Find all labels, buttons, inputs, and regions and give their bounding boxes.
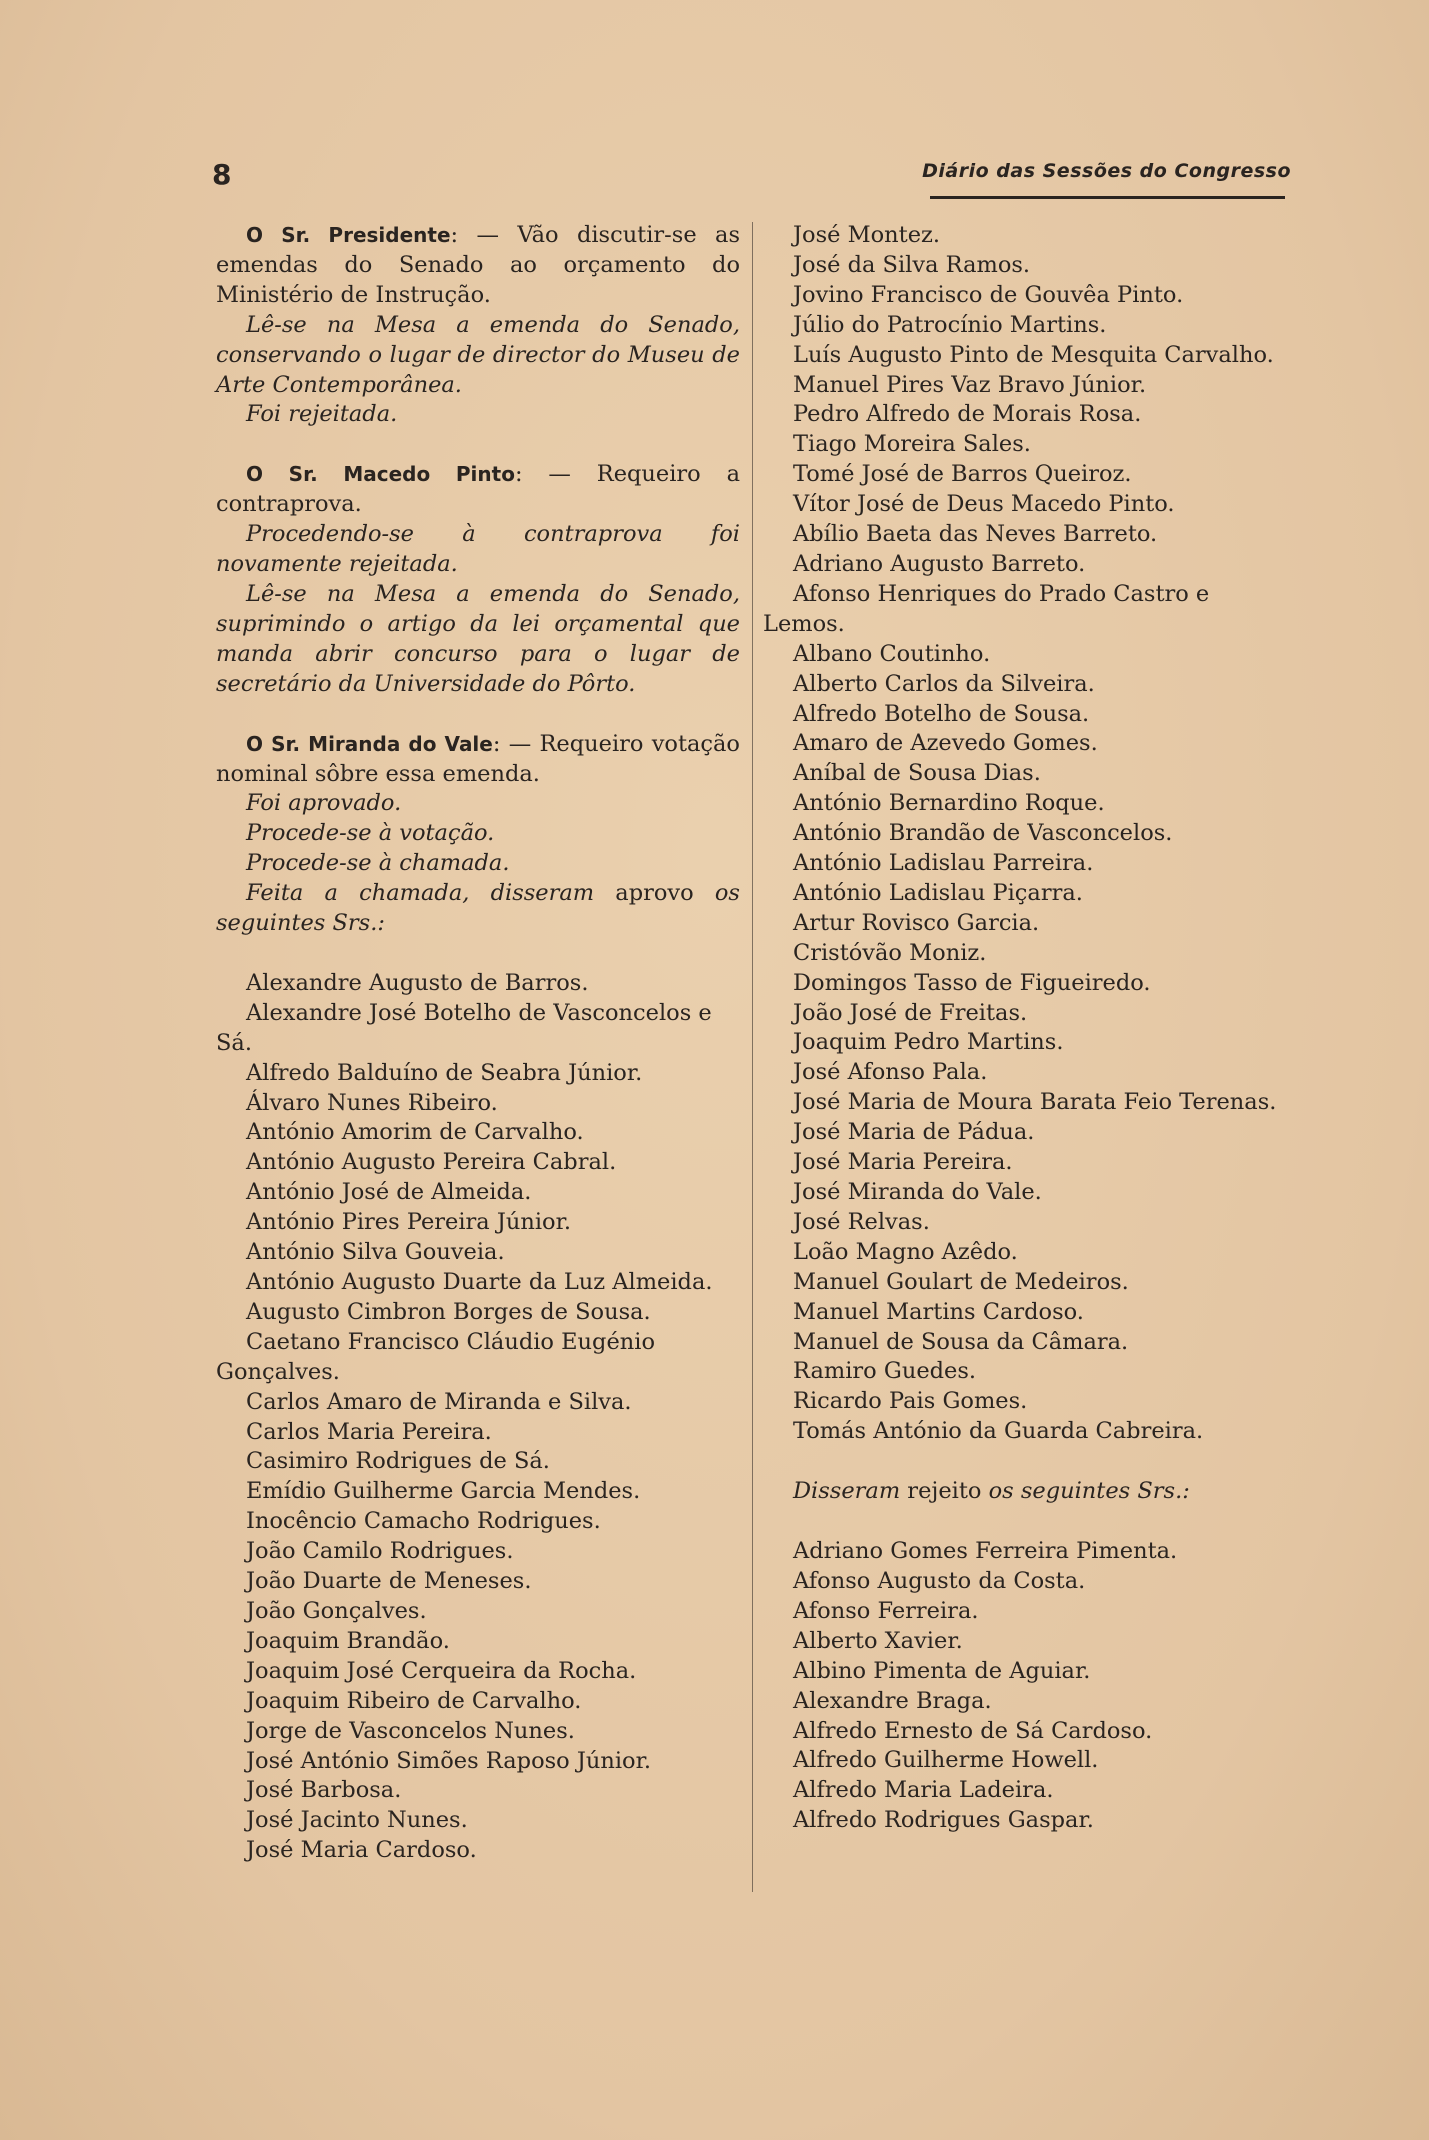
- speaker-name: O Sr. Macedo Pinto: [246, 462, 515, 487]
- name-item: Amaro de Azevedo Gomes.: [793, 730, 1098, 757]
- name-item: Afonso Henriques do Prado Castro e Lemos.: [763, 580, 1210, 637]
- name-item: António José de Almeida.: [246, 1179, 532, 1206]
- name-item: Tomé José de Barros Queiroz.: [793, 461, 1132, 488]
- name-item: Joaquim Pedro Martins.: [793, 1029, 1064, 1056]
- name-item: António Ladislau Piçarra.: [793, 879, 1083, 906]
- name-item: José Maria de Pádua.: [793, 1119, 1035, 1146]
- name-item: Joaquim Brandão.: [246, 1627, 450, 1654]
- name-item: Inocêncio Camacho Rodrigues.: [246, 1508, 601, 1535]
- paragraph-approved: Foi aprovado.: [246, 790, 402, 817]
- name-item: António Brandão de Vasconcelos.: [793, 820, 1173, 847]
- name-item: José da Silva Ramos.: [793, 251, 1031, 278]
- name-item: Manuel de Sousa da Câmara.: [793, 1328, 1129, 1355]
- name-item: Pedro Alfredo de Morais Rosa.: [793, 401, 1142, 428]
- name-item: Alexandre José Botelho de Vasconcelos e Sá.: [216, 999, 712, 1056]
- name-item: Joaquim Ribeiro de Carvalho.: [246, 1687, 582, 1714]
- paragraph-approve-intro: Feita a chamada, disseram aprovo os seguintes Srs.:: [216, 880, 740, 937]
- name-item: Alfredo Ernesto de Sá Cardoso.: [793, 1717, 1153, 1744]
- paragraph-vote: Procede-se à votação.: [246, 820, 495, 847]
- name-item: António Augusto Pereira Cabral.: [246, 1149, 617, 1176]
- name-item: Álvaro Nunes Ribeiro.: [246, 1089, 498, 1116]
- name-item: Alberto Carlos da Silveira.: [793, 670, 1095, 697]
- name-item: Adriano Augusto Barreto.: [793, 550, 1086, 577]
- name-item: José Barbosa.: [246, 1777, 402, 1804]
- name-item: José Relvas.: [793, 1208, 930, 1235]
- name-item: José Maria Pereira.: [793, 1149, 1013, 1176]
- name-item: Manuel Martins Cardoso.: [793, 1298, 1084, 1325]
- paragraph-call: Procede-se à chamada.: [246, 850, 510, 877]
- name-item: Alfredo Botelho de Sousa.: [793, 700, 1090, 727]
- name-item: Luís Augusto Pinto de Mesquita Carvalho.: [793, 341, 1274, 368]
- name-item: João Gonçalves.: [246, 1597, 427, 1624]
- name-item: Júlio do Patrocínio Martins.: [793, 311, 1107, 338]
- column-divider: [752, 222, 753, 1892]
- name-item: José António Simões Raposo Júnior.: [246, 1747, 652, 1774]
- name-item: Alexandre Braga.: [793, 1687, 992, 1714]
- name-item: Albano Coutinho.: [793, 640, 991, 667]
- name-item: Adriano Gomes Ferreira Pimenta.: [793, 1538, 1178, 1565]
- name-item: Domingos Tasso de Figueiredo.: [793, 969, 1151, 996]
- name-item: Alexandre Augusto de Barros.: [246, 969, 589, 996]
- name-item: Manuel Pires Vaz Bravo Júnior.: [793, 371, 1147, 398]
- name-item: Joaquim José Cerqueira da Rocha.: [246, 1657, 637, 1684]
- name-item: José Afonso Pala.: [793, 1059, 988, 1086]
- name-item: Alfredo Rodrigues Gaspar.: [793, 1807, 1094, 1834]
- name-item: José Montez.: [793, 222, 941, 248]
- approve-list-right: [763, 221, 1289, 1447]
- name-item: João José de Freitas.: [793, 999, 1028, 1026]
- name-item: Alfredo Guilherme Howell.: [793, 1747, 1099, 1774]
- name-item: Loão Magno Azêdo.: [793, 1238, 1018, 1265]
- name-item: João Duarte de Meneses.: [246, 1568, 532, 1595]
- name-item: Jovino Francisco de Gouvêa Pinto.: [793, 281, 1184, 308]
- name-item: Augusto Cimbron Borges de Sousa.: [246, 1298, 651, 1325]
- name-item: Afonso Augusto da Costa.: [793, 1567, 1086, 1594]
- paragraph-miranda-vale: O Sr. Miranda do Vale: — Requeiro votação nominal sôbre essa emenda.: [216, 730, 740, 787]
- name-item: António Silva Gouveia.: [246, 1239, 505, 1266]
- name-item: Cristóvão Moniz.: [793, 939, 987, 966]
- name-item: Casimiro Rodrigues de Sá.: [246, 1448, 550, 1475]
- name-item: Vítor José de Deus Macedo Pinto.: [793, 491, 1175, 518]
- name-item: Carlos Amaro de Miranda e Silva.: [246, 1388, 632, 1415]
- name-item: Jorge de Vasconcelos Nunes.: [246, 1717, 575, 1744]
- name-item: Alberto Xavier.: [793, 1627, 963, 1654]
- name-item: João Camilo Rodrigues.: [246, 1538, 514, 1565]
- name-item: Emídio Guilherme Garcia Mendes.: [246, 1478, 641, 1505]
- name-item: Abílio Baeta das Neves Barreto.: [793, 521, 1158, 548]
- name-item: Albino Pimenta de Aguiar.: [793, 1657, 1091, 1684]
- header-rule: [930, 196, 1285, 199]
- name-item: Alfredo Balduíno de Seabra Júnior.: [246, 1059, 643, 1086]
- name-item: António Bernardino Roque.: [793, 790, 1105, 817]
- name-item: Tomás António da Guarda Cabreira.: [793, 1418, 1204, 1445]
- name-item: Alfredo Maria Ladeira.: [793, 1777, 1054, 1804]
- name-item: Aníbal de Sousa Dias.: [793, 760, 1041, 787]
- reject-list: [763, 1537, 1289, 1836]
- name-item: Tiago Moreira Sales.: [793, 431, 1031, 458]
- name-item: Artur Rovisco Garcia.: [793, 909, 1040, 936]
- right-column: [763, 221, 1289, 1836]
- running-title: Diário das Sessões do Congresso: [922, 160, 1291, 182]
- name-item: Caetano Francisco Cláudio Eugénio Gonçalves.: [216, 1328, 655, 1385]
- left-column: [216, 221, 740, 1866]
- name-item: Ramiro Guedes.: [793, 1358, 977, 1385]
- name-item: José Miranda do Vale.: [793, 1179, 1042, 1205]
- paragraph-reading: Lê-se na Mesa a emenda do Senado, conservando o lugar de director do Museu de Arte Contemporânea.: [216, 311, 740, 398]
- name-item: José Maria Cardoso.: [246, 1837, 477, 1864]
- name-item: José Maria de Moura Barata Feio Terenas.: [793, 1089, 1277, 1116]
- paragraph-reading-2: Lê-se na Mesa a emenda do Senado, suprimindo o artigo da lei orçamental que manda abrir concurso para o lugar de secretário da Universidade do Pôrto.: [216, 580, 740, 697]
- page-number: 8: [212, 158, 232, 191]
- speaker-name: O Sr. Miranda do Vale: [246, 731, 493, 756]
- name-item: Ricardo Pais Gomes.: [793, 1388, 1028, 1415]
- name-item: Carlos Maria Pereira.: [246, 1418, 492, 1445]
- name-item: Manuel Goulart de Medeiros.: [793, 1268, 1129, 1295]
- name-item: António Augusto Duarte da Luz Almeida.: [246, 1269, 713, 1295]
- paragraph-president: O Sr. Presidente: — Vão discutir-se as emendas do Senado ao orçamento do Ministério de Instrução.: [216, 222, 741, 308]
- name-item: José Jacinto Nunes.: [246, 1807, 468, 1834]
- name-item: António Pires Pereira Júnior.: [246, 1209, 572, 1236]
- paragraph-reject-intro: Disseram rejeito os seguintes Srs.:: [793, 1478, 1190, 1505]
- name-item: Afonso Ferreira.: [793, 1597, 979, 1624]
- paragraph-macedo-pinto: O Sr. Macedo Pinto: — Requeiro a contraprova.: [216, 461, 740, 518]
- paragraph-counterproof: Procedendo-se à contraprova foi novamente rejeitada.: [216, 521, 740, 578]
- speaker-name: O Sr. Presidente: [246, 223, 451, 247]
- name-item: António Ladislau Parreira.: [793, 850, 1094, 877]
- name-item: António Amorim de Carvalho.: [246, 1119, 584, 1146]
- paragraph-result: Foi rejeitada.: [246, 401, 398, 428]
- approve-list-left: [216, 969, 740, 1866]
